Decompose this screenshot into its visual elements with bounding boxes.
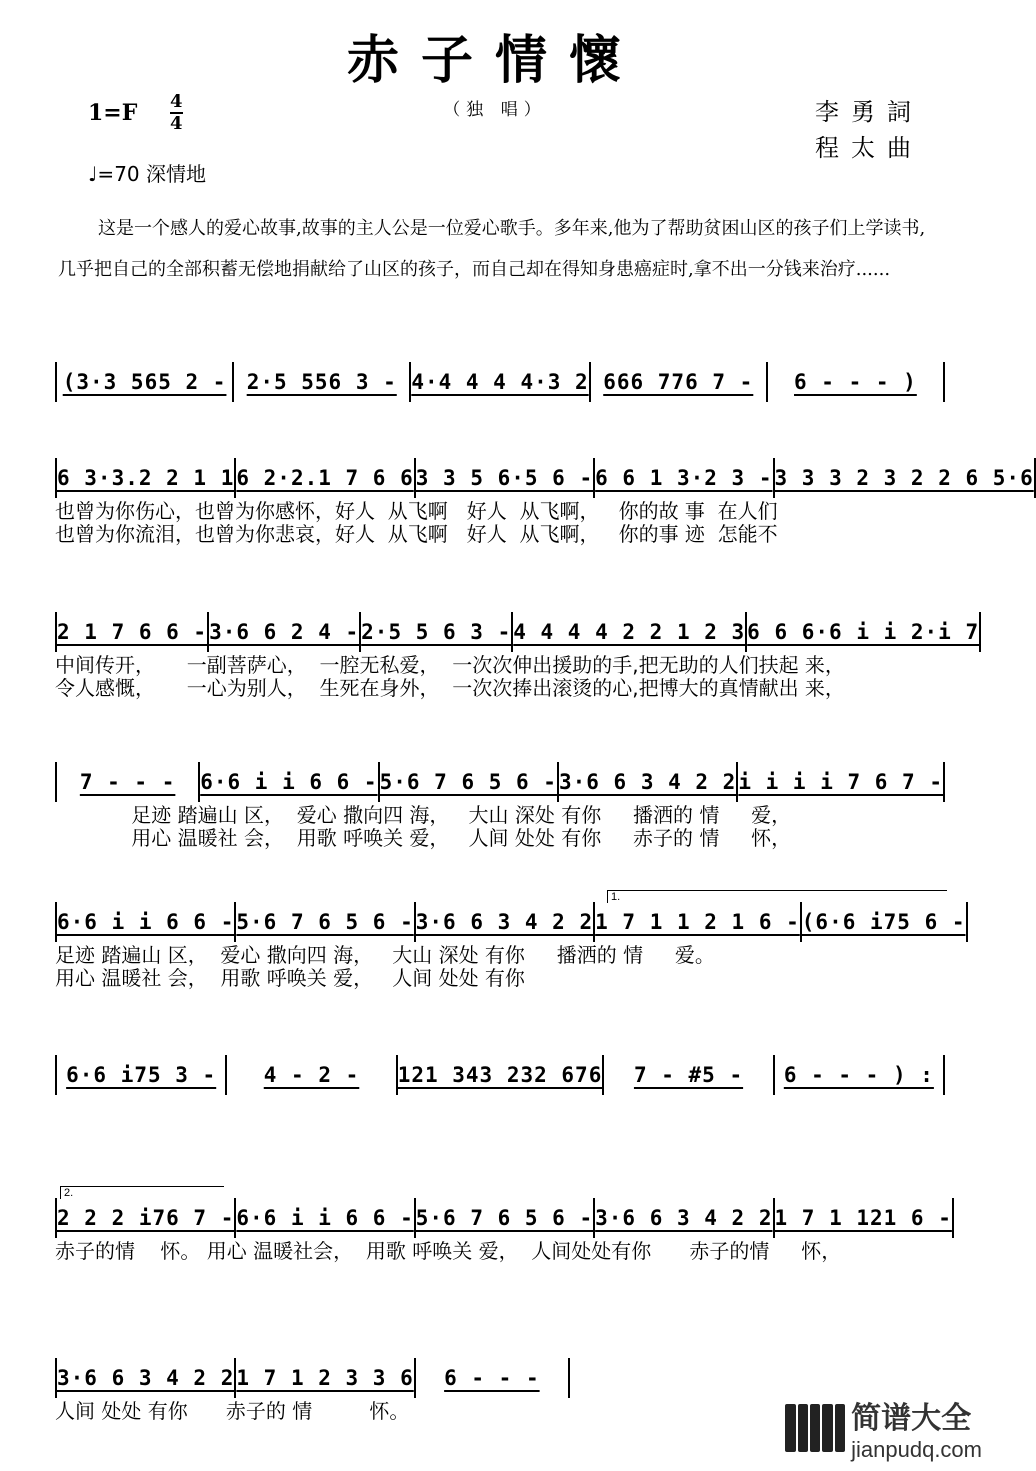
volta-bracket: 2. [60,1186,224,1199]
measure: i i i i 7 6 7 - [738,762,945,802]
lyrics-line: 足迹 踏遍山 区， 爱心 撒向四 海， 大山 深处 有你 播洒的 情 爱， [55,803,792,827]
music-system [55,612,980,700]
measure: 3·6 6 3 4 2 2 [595,1198,774,1238]
measure: 3·6 6 3 4 2 2 [416,902,595,942]
lyrics-line: 赤子的情 怀。 用心 温暖社会， 用歌 呼唤关 爱， 人间处处有你 赤子的情 怀， [55,1239,842,1263]
measure: 3·6 6 2 4 - [209,612,361,652]
measure: 3·6 6 3 4 2 2 [57,1358,236,1398]
logo-url: jianpudq.com [851,1437,982,1462]
measure: 666 776 7 - [591,362,768,402]
measure: 4 4 4 4 2 2 1 2 3 [513,612,747,652]
music-system [55,891,966,990]
measure: 6·6 i i 6 6 - [236,1198,415,1238]
time-signature [170,92,183,134]
lyrics-line: 用心 温暖社 会， 用歌 呼唤关 爱， 人间 处处 有你 赤子的 情 怀， [55,826,792,850]
measure: 6 6 1 3·2 3 - [595,458,774,498]
measure: 121 343 232 676 [398,1055,605,1095]
lyrics-line: 也曾为你伤心，也曾为你感怀，好人 从飞啊 好人 从飞啊， 你的故 事 在人们 [55,499,778,523]
staff [55,1198,952,1238]
measure: 3 3 3 2 3 2 2 6 5·6 [775,458,1036,498]
measure: 3 3 5 6·5 6 - [416,458,595,498]
intro-text: 这是一个感人的爱心故事,故事的主人公是一位爱心歌手。多年来,他为了帮助贫困山区的孩子们上学读书,几乎把自己的全部积蓄无偿地捐献给了山区的孩子，而自己却在得知身患癌症时,拿不出一分钱来治疗...... [58,218,926,280]
lyrics-line: 也曾为你流泪，也曾为你悲哀，好人 从飞啊 好人 从飞啊， 你的事 迹 怎能不 [55,522,778,546]
staff [55,1055,945,1095]
measure: (6·6 i75 6 - [802,902,968,942]
time-bottom: 4 [170,113,183,134]
music-system [55,362,945,402]
staff [55,362,945,402]
measure: 5·6 7 6 5 6 - [380,762,559,802]
measure: 7 - #5 - [604,1055,774,1095]
measure: 6·6 i75 3 - [57,1055,227,1095]
measure: 2 1 7 6 6 - [57,612,209,652]
music-system [55,1187,952,1263]
music-system [55,458,1034,546]
measure: 6 6 6·6 i i 2·i 7 [747,612,981,652]
measure: 6·6 i i 6 6 - [57,902,236,942]
measure: 5·6 7 6 5 6 - [236,902,415,942]
volta-bracket: 1. [607,890,947,903]
staff [55,612,980,652]
measure: 4·4 4 4 4·3 2 [411,362,590,402]
lyrics-line: 中间传开， 一副菩萨心， 一腔无私爱， 一次次伸出援助的手,把无助的人们扶起 来， [55,653,845,677]
music-system [55,762,945,850]
measure: 3·6 6 3 4 2 2 [559,762,738,802]
measure: 1 7 1 1 2 1 6 - [595,902,802,942]
measure: 6 - - - [416,1358,570,1398]
composer: 程太曲 [815,134,923,162]
music-system [55,1055,945,1095]
measure: 5·6 7 6 5 6 - [416,1198,595,1238]
lyrics-line: 令人感慨， 一心为别人， 生死在身外， 一次次捧出滚烫的心,把博大的真情献出 来， [55,676,845,700]
site-logo [785,1393,982,1463]
measure: 6·6 i i 6 6 - [200,762,379,802]
measure: 6 - - - ) [768,362,945,402]
measure: 7 - - - [57,762,200,802]
measure: 6 - - - ) : [775,1055,945,1095]
subtitle: （独 唱） [443,100,547,120]
piano-icon [785,1404,845,1452]
tempo-marking: ♩=70 深情地 [88,162,206,186]
song-title: 赤子情懷 [346,30,643,91]
measure: 6 2·2.1 7 6 6 [236,458,415,498]
measure: 1 7 1 121 6 - [775,1198,954,1238]
measure: 2·5 5 6 3 - [361,612,513,652]
measure: 6 3·3.2 2 1 1 [57,458,236,498]
key-signature: 1=F [88,100,138,126]
lyrics-line: 用心 温暖社 会， 用歌 呼唤关 爱， 人间 处处 有你 [55,966,525,990]
lyricist: 李勇詞 [815,98,923,126]
lyrics-line: 人间 处处 有你 赤子的 情 怀。 [55,1399,410,1423]
staff [55,458,1034,498]
music-system [55,1358,570,1423]
staff [55,762,945,802]
measure: 1 7 1 2 3 3 6 [236,1358,415,1398]
measure: 2·5 556 3 - [234,362,411,402]
measure: 4 - 2 - [227,1055,397,1095]
lyrics-line: 足迹 踏遍山 区， 爱心 撒向四 海， 大山 深处 有你 播洒的 情 爱。 [55,943,715,967]
measure: 2 2 2 i76 7 - [57,1198,236,1238]
staff [55,902,966,942]
measure: (3·3 565 2 - [57,362,234,402]
logo-name: 简谱大全 [851,1402,972,1435]
staff [55,1358,570,1398]
time-top: 4 [170,91,183,112]
